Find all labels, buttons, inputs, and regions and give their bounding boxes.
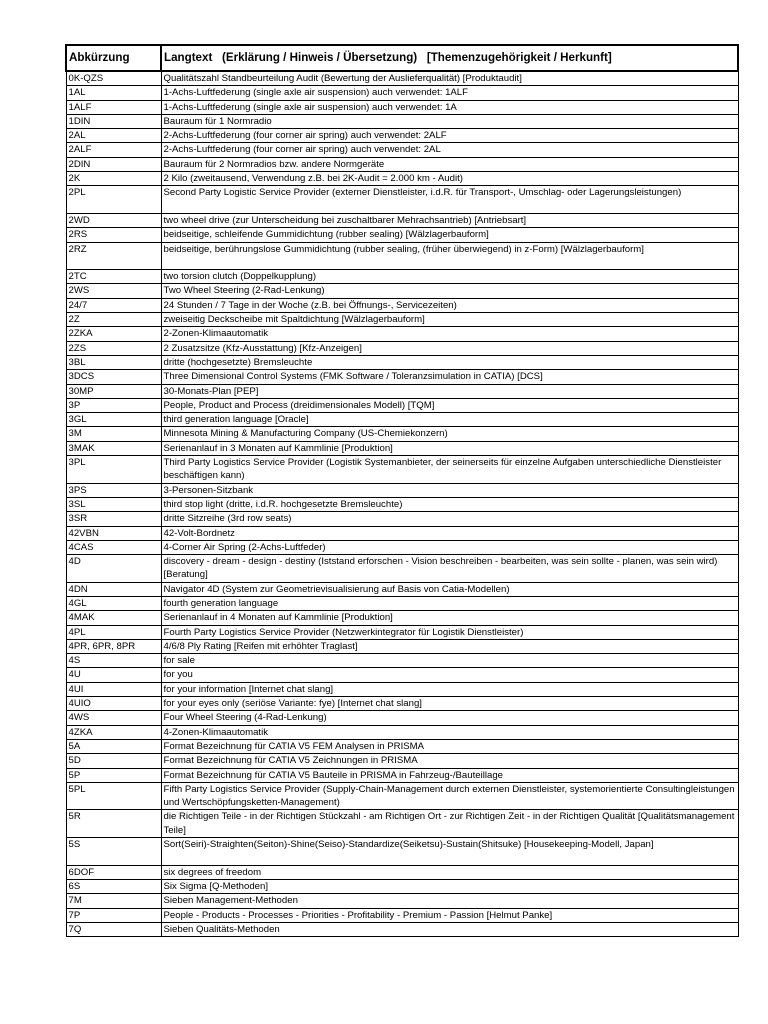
abbreviation-cell: 4MAK	[66, 611, 161, 625]
longtext-cell: beidseitige, schleifende Gummidichtung (rubber sealing) [Wälzlagerbauform]	[161, 228, 738, 242]
longtext-cell: Format Bezeichnung für CATIA V5 Bauteile in PRISMA in Fahrzeug-/Bauteillage	[161, 768, 738, 782]
abbreviation-cell: 4PR, 6PR, 8PR	[66, 639, 161, 653]
table-row	[66, 922, 738, 936]
table-row	[66, 355, 738, 369]
table-row	[66, 838, 738, 866]
longtext-cell: 24 Stunden / 7 Tage in der Woche (z.B. bei Öffnungs-, Servicezeiten)	[161, 298, 738, 312]
longtext-cell: Serienanlauf in 4 Monaten auf Kammlinie [Produktion]	[161, 611, 738, 625]
longtext-cell: dritte Sitzreihe (3rd row seats)	[161, 512, 738, 526]
longtext-cell: die Richtigen Teile - in der Richtigen Stückzahl - am Richtigen Ort - zur Richtigen Zeit - in der Richtigen Qualität [Qualitätsmanagement Teile]	[161, 810, 738, 838]
table-row	[66, 908, 738, 922]
table-row	[66, 512, 738, 526]
longtext-cell: Four Wheel Steering (4-Rad-Lenkung)	[161, 711, 738, 725]
table-row	[66, 100, 738, 114]
table-row	[66, 213, 738, 227]
longtext-cell: 2-Achs-Luftfederung (four corner air spring) auch verwendet: 2AL	[161, 143, 738, 157]
abbreviation-cell: 4S	[66, 654, 161, 668]
table-row	[66, 157, 738, 171]
table-row	[66, 654, 738, 668]
longtext-cell: Bauraum für 1 Normradio	[161, 114, 738, 128]
longtext-cell: Third Party Logistics Service Provider (Logistik Systemanbieter, der seinerseits für einzelne Aufgaben unterschiedliche Dienstleister beschäftigen kann)	[161, 456, 738, 484]
table-row	[66, 582, 738, 596]
abbreviation-cell: 2ZS	[66, 341, 161, 355]
abbreviation-cell: 3P	[66, 398, 161, 412]
abbreviation-cell: 5D	[66, 754, 161, 768]
abbreviation-cell: 2TC	[66, 270, 161, 284]
table-row	[66, 682, 738, 696]
table-row	[66, 172, 738, 186]
table-row	[66, 711, 738, 725]
table-row	[66, 739, 738, 753]
table-row	[66, 754, 738, 768]
longtext-cell: six degrees of freedom	[161, 865, 738, 879]
abbreviation-cell: 0K-QZS	[66, 71, 161, 86]
longtext-cell: 4-Zonen-Klimaautomatik	[161, 725, 738, 739]
abbreviation-cell: 1ALF	[66, 100, 161, 114]
longtext-cell: 1-Achs-Luftfederung (single axle air suspension) auch verwendet: 1ALF	[161, 86, 738, 100]
abbreviation-cell: 2DIN	[66, 157, 161, 171]
longtext-cell: for you	[161, 668, 738, 682]
longtext-cell: Six Sigma [Q-Methoden]	[161, 879, 738, 893]
longtext-cell: fourth generation language	[161, 596, 738, 610]
longtext-cell: 42-Volt-Bordnetz	[161, 526, 738, 540]
abbreviation-cell: 24/7	[66, 298, 161, 312]
table-row	[66, 242, 738, 270]
longtext-cell: two torsion clutch (Doppelkupplung)	[161, 270, 738, 284]
table-row	[66, 384, 738, 398]
table-row	[66, 596, 738, 610]
abbreviation-cell: 30MP	[66, 384, 161, 398]
longtext-cell: for your information [Internet chat slang]	[161, 682, 738, 696]
table-row	[66, 398, 738, 412]
abbreviation-cell: 6DOF	[66, 865, 161, 879]
abbreviation-cell: 4D	[66, 555, 161, 583]
abbreviation-cell: 7P	[66, 908, 161, 922]
longtext-cell: Qualitätszahl Standbeurteilung Audit (Bewertung der Auslieferqualität) [Produktaudit]	[161, 71, 738, 86]
abbreviation-cell: 42VBN	[66, 526, 161, 540]
table-row	[66, 668, 738, 682]
abbreviation-cell: 4UIO	[66, 697, 161, 711]
table-body	[66, 71, 738, 937]
table-row	[66, 810, 738, 838]
abbreviation-cell: 2RZ	[66, 242, 161, 270]
longtext-cell: 2 Kilo (zweitausend, Verwendung z.B. bei 2K-Audit = 2.000 km - Audit)	[161, 172, 738, 186]
abbreviation-cell: 4U	[66, 668, 161, 682]
table-row	[66, 526, 738, 540]
longtext-cell: Two Wheel Steering (2-Rad-Lenkung)	[161, 284, 738, 298]
longtext-cell: Format Bezeichnung für CATIA V5 FEM Analysen in PRISMA	[161, 739, 738, 753]
longtext-cell: third stop light (dritte, i.d.R. hochgesetzte Bremsleuchte)	[161, 497, 738, 511]
longtext-cell: discovery - dream - design - destiny (Iststand erforschen - Vision beschreiben - bearbeiten, was sein sollte - planen, was sein wird) [Beratung]	[161, 555, 738, 583]
abbreviation-cell: 4WS	[66, 711, 161, 725]
abbreviation-cell: 1AL	[66, 86, 161, 100]
longtext-cell: Sieben Qualitäts-Methoden	[161, 922, 738, 936]
abbreviation-cell: 4DN	[66, 582, 161, 596]
column-header-longtext: Langtext (Erklärung / Hinweis / Übersetzung) [Themenzugehörigkeit / Herkunft]	[161, 45, 738, 71]
abbreviation-cell: 5S	[66, 838, 161, 866]
abbreviation-cell: 2Z	[66, 313, 161, 327]
table-row	[66, 413, 738, 427]
longtext-cell: zweiseitig Deckscheibe mit Spaltdichtung [Wälzlagerbauform]	[161, 313, 738, 327]
table-row	[66, 725, 738, 739]
table-row	[66, 497, 738, 511]
longtext-cell: Second Party Logistic Service Provider (externer Dienstleister, i.d.R. für Transport-, Umschlag- oder Lagerungsleistungen)	[161, 186, 738, 214]
table-row	[66, 483, 738, 497]
table-row	[66, 639, 738, 653]
table-row	[66, 782, 738, 810]
abbreviation-cell: 5A	[66, 739, 161, 753]
table-row	[66, 341, 738, 355]
longtext-cell: Bauraum für 2 Normradios bzw. andere Normgeräte	[161, 157, 738, 171]
abbreviation-cell: 3PS	[66, 483, 161, 497]
abbreviation-cell: 2WS	[66, 284, 161, 298]
abbreviation-cell: 6S	[66, 879, 161, 893]
abbreviation-cell: 2RS	[66, 228, 161, 242]
abbreviation-cell: 7M	[66, 894, 161, 908]
table-row	[66, 768, 738, 782]
longtext-cell: Sort(Seiri)-Straighten(Seiton)-Shine(Seiso)-Standardize(Seiketsu)-Sustain(Shitsuke) [Housekeeping-Modell, Japan]	[161, 838, 738, 866]
column-header-abbreviation: Abkürzung	[66, 45, 161, 71]
table-row	[66, 270, 738, 284]
abbreviation-cell: 5R	[66, 810, 161, 838]
table-row	[66, 186, 738, 214]
table-row	[66, 894, 738, 908]
table-row	[66, 114, 738, 128]
longtext-cell: 2-Achs-Luftfederung (four corner air spring) auch verwendet: 2ALF	[161, 129, 738, 143]
abbreviation-cell: 3SL	[66, 497, 161, 511]
longtext-cell: for sale	[161, 654, 738, 668]
longtext-cell: 1-Achs-Luftfederung (single axle air suspension) auch verwendet: 1A	[161, 100, 738, 114]
table-row	[66, 228, 738, 242]
longtext-cell: Sieben Management-Methoden	[161, 894, 738, 908]
longtext-cell: Three Dimensional Control Systems (FMK Software / Toleranzsimulation in CATIA) [DCS]	[161, 370, 738, 384]
table-row	[66, 370, 738, 384]
abbreviation-cell: 4GL	[66, 596, 161, 610]
abbreviation-cell: 3BL	[66, 355, 161, 369]
abbreviation-cell: 3MAK	[66, 441, 161, 455]
abbreviation-cell: 2K	[66, 172, 161, 186]
abbreviation-cell: 4CAS	[66, 540, 161, 554]
table-row	[66, 313, 738, 327]
table-row	[66, 327, 738, 341]
table-row	[66, 697, 738, 711]
longtext-cell: two wheel drive (zur Unterscheidung bei zuschaltbarer Mehrachsantrieb) [Antriebsart]	[161, 213, 738, 227]
longtext-cell: Navigator 4D (System zur Geometrievisualisierung auf Basis von Catia-Modellen)	[161, 582, 738, 596]
abbreviation-cell: 2ZKA	[66, 327, 161, 341]
table-row	[66, 298, 738, 312]
longtext-cell: Serienanlauf in 3 Monaten auf Kammlinie [Produktion]	[161, 441, 738, 455]
longtext-cell: 2 Zusatzsitze (Kfz-Ausstattung) [Kfz-Anzeigen]	[161, 341, 738, 355]
longtext-cell: Fourth Party Logistics Service Provider (Netzwerkintegrator für Logistik Dienstleister)	[161, 625, 738, 639]
table-row	[66, 555, 738, 583]
longtext-cell: Minnesota Mining & Manufacturing Company (US-Chemiekonzern)	[161, 427, 738, 441]
abbreviation-cell: 2ALF	[66, 143, 161, 157]
longtext-cell: 30-Monats-Plan [PEP]	[161, 384, 738, 398]
abbreviation-cell: 4PL	[66, 625, 161, 639]
longtext-cell: for your eyes only (seriöse Variante: fye) [Internet chat slang]	[161, 697, 738, 711]
table-row	[66, 441, 738, 455]
longtext-cell: beidseitige, berührungslose Gummidichtung (rubber sealing, (früher überwiegend) in z-Form) [Wälzlagerbauform]	[161, 242, 738, 270]
longtext-cell: Format Bezeichnung für CATIA V5 Zeichnungen in PRISMA	[161, 754, 738, 768]
abbreviation-cell: 3DCS	[66, 370, 161, 384]
abbreviation-table	[65, 44, 739, 937]
abbreviation-cell: 2AL	[66, 129, 161, 143]
longtext-cell: People, Product and Process (dreidimensionales Modell) [TQM]	[161, 398, 738, 412]
header-row	[66, 45, 738, 71]
longtext-cell: 2-Zonen-Klimaautomatik	[161, 327, 738, 341]
longtext-cell: third generation language [Oracle]	[161, 413, 738, 427]
abbreviation-cell: 5P	[66, 768, 161, 782]
table-row	[66, 143, 738, 157]
abbreviation-cell: 3SR	[66, 512, 161, 526]
abbreviation-cell: 4UI	[66, 682, 161, 696]
table-row	[66, 86, 738, 100]
table-row	[66, 129, 738, 143]
table-row	[66, 865, 738, 879]
abbreviation-cell: 3M	[66, 427, 161, 441]
longtext-cell: 3-Personen-Sitzbank	[161, 483, 738, 497]
table-row	[66, 427, 738, 441]
longtext-cell: Fifth Party Logistics Service Provider (Supply-Chain-Management durch externen Dienstleister, systemorientierte Consultingleistungen und Wertschöpfungsketten-Management)	[161, 782, 738, 810]
abbreviation-cell: 3GL	[66, 413, 161, 427]
abbreviation-cell: 3PL	[66, 456, 161, 484]
longtext-cell: 4-Corner Air Spring (2-Achs-Luftfeder)	[161, 540, 738, 554]
longtext-cell: 4/6/8 Ply Rating [Reifen mit erhöhter Traglast]	[161, 639, 738, 653]
longtext-cell: dritte (hochgesetzte) Bremsleuchte	[161, 355, 738, 369]
table-row	[66, 71, 738, 86]
abbreviation-cell: 4ZKA	[66, 725, 161, 739]
abbreviation-cell: 7Q	[66, 922, 161, 936]
table-row	[66, 540, 738, 554]
abbreviation-cell: 2PL	[66, 186, 161, 214]
table-row	[66, 456, 738, 484]
abbreviation-cell: 2WD	[66, 213, 161, 227]
table-row	[66, 284, 738, 298]
abbreviation-cell: 5PL	[66, 782, 161, 810]
longtext-cell: People - Products - Processes - Priorities - Profitability - Premium - Passion [Helmut Panke]	[161, 908, 738, 922]
table-row	[66, 879, 738, 893]
table-row	[66, 611, 738, 625]
abbreviation-cell: 1DIN	[66, 114, 161, 128]
table-row	[66, 625, 738, 639]
